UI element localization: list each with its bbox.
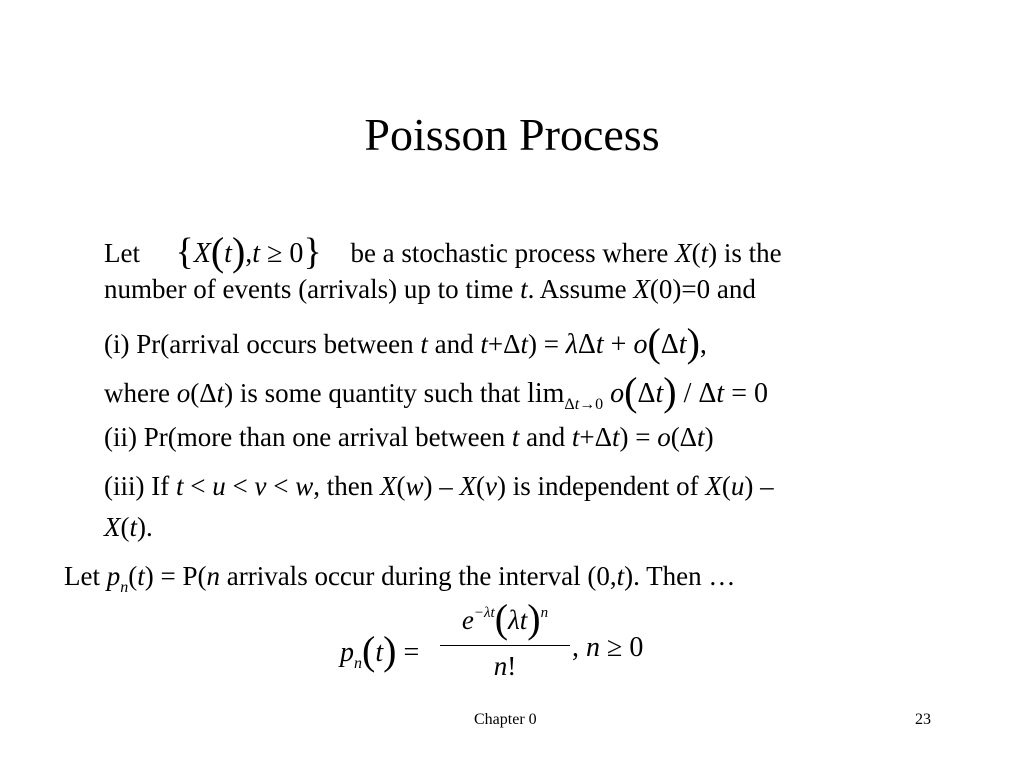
condition-ii: (ii) Pr(more than one arrival between t and t+Δt) = o(Δt) <box>104 422 714 452</box>
fraction-numerator: $e^{-\lambda t}(\lambda t)^n$ <box>461 596 549 641</box>
formula-condition: , n ≥ 0 <box>572 632 644 663</box>
condition-iii: (iii) If t < u < v < w, then X(w) – X(v) is independent of X(u) – <box>104 471 774 501</box>
footer-chapter: Chapter 0 <box>474 711 537 728</box>
where-line: where o(Δt) is some quantity such that $\lim_{\Delta t\to 0} o(\Delta t) / \Delta t = 0$ <box>104 369 768 414</box>
footer-page-number: 23 <box>915 711 931 728</box>
set-expression: {X(t),t ≥ 0} <box>175 229 322 274</box>
formula-fraction <box>440 596 570 682</box>
fraction-denominator: n! <box>493 651 517 681</box>
intro-line-2: number of events (arrivals) up to time t. Assume X(0)=0 and <box>104 274 756 304</box>
condition-i: (i) Pr(arrival occurs between t and t+Δt) = λΔt + o(Δt), <box>104 320 707 365</box>
limit-expression: $\lim_{\Delta t\to 0} o(\Delta t) / \Delta t = 0$ <box>527 369 768 414</box>
intro-let: Let <box>104 238 140 268</box>
slide-title: Poisson Process <box>364 109 660 160</box>
intro-rest: be a stochastic process where <box>350 238 676 268</box>
formula-lhs: $p_n(t)$ = <box>340 628 420 673</box>
intro-line-1: Let {X(t),t ≥ 0} be a stochastic process where X(t) is the <box>104 229 782 274</box>
fraction-bar <box>440 645 570 646</box>
condition-iii-cont: X(t). <box>104 512 153 542</box>
pn-definition: Let $p_n(t) = P(n$ arrivals occur during the interval (0,t). Then … <box>64 561 736 596</box>
